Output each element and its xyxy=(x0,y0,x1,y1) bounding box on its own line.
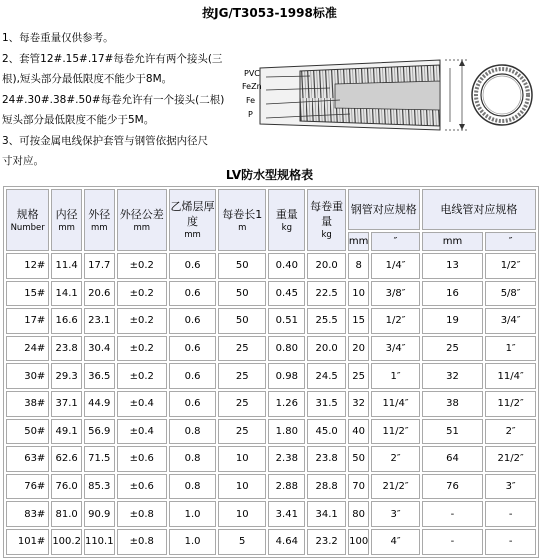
cell-steel-inch: 2″ xyxy=(371,446,419,472)
table-row xyxy=(6,529,536,555)
cell-roll-length: 25 xyxy=(218,419,266,445)
cell-weight: 2.88 xyxy=(268,474,305,500)
cell-conduit-mm: 19 xyxy=(422,308,484,334)
cell-outer-diameter: 23.1 xyxy=(84,308,115,334)
cell-conduit-mm: 32 xyxy=(422,363,484,389)
cell-roll-length: 50 xyxy=(218,308,266,334)
cell-spec: 15# xyxy=(6,281,49,307)
cell-roll-weight: 34.1 xyxy=(307,501,346,527)
header-weight: 重量 kg xyxy=(268,189,305,251)
cell-steel-mm: 10 xyxy=(348,281,369,307)
cell-steel-mm: 100 xyxy=(348,529,369,555)
cell-conduit-mm: - xyxy=(422,501,484,527)
cell-inner-diameter: 29.3 xyxy=(51,363,82,389)
cell-weight: 0.40 xyxy=(268,253,305,279)
cell-roll-length: 5 xyxy=(218,529,266,555)
table-row xyxy=(6,474,536,500)
cell-roll-weight: 45.0 xyxy=(307,419,346,445)
cell-outer-diameter: 56.9 xyxy=(84,419,115,445)
inner-tube-shape xyxy=(335,81,440,110)
note-line: 2、套管12#.15#.17#每卷允许有两个接头(三 xyxy=(2,52,223,65)
cell-tolerance: ±0.6 xyxy=(117,474,167,500)
cell-spec: 83# xyxy=(6,501,49,527)
header-spec: 规格 Number xyxy=(6,189,49,251)
spec-table-body xyxy=(6,253,536,555)
table-row xyxy=(6,308,536,334)
cell-conduit-mm: 76 xyxy=(422,474,484,500)
header-steel-pipe: 钢管对应规格 xyxy=(348,189,420,230)
cell-conduit-inch: 11/2″ xyxy=(485,391,536,417)
cell-conduit-inch: 3/4″ xyxy=(485,308,536,334)
cell-roll-length: 50 xyxy=(218,281,266,307)
cell-inner-diameter: 14.1 xyxy=(51,281,82,307)
cell-conduit-mm: 25 xyxy=(422,336,484,362)
cell-outer-diameter: 85.3 xyxy=(84,474,115,500)
cell-roll-length: 25 xyxy=(218,363,266,389)
cell-steel-mm: 80 xyxy=(348,501,369,527)
spec-table xyxy=(3,186,539,558)
header-tolerance: 外径公差 mm xyxy=(117,189,167,251)
cell-inner-diameter: 16.6 xyxy=(51,308,82,334)
cell-tolerance: ±0.4 xyxy=(117,391,167,417)
cell-pe-thickness: 0.6 xyxy=(169,281,216,307)
cell-outer-diameter: 110.1 xyxy=(84,529,115,555)
cell-steel-inch: 1/4″ xyxy=(371,253,419,279)
cell-roll-weight: 20.0 xyxy=(307,253,346,279)
cell-steel-inch: 4″ xyxy=(371,529,419,555)
label-pvc: PVC xyxy=(244,69,260,78)
cell-spec: 12# xyxy=(6,253,49,279)
cell-tolerance: ±0.8 xyxy=(117,501,167,527)
table-row xyxy=(6,281,536,307)
cell-tolerance: ±0.2 xyxy=(117,363,167,389)
cross-section-shape xyxy=(472,65,532,125)
header-roll-weight: 每卷重量 kg xyxy=(307,189,346,251)
header-pe-thickness: 乙烯层厚度 mm xyxy=(169,189,216,251)
cell-steel-mm: 32 xyxy=(348,391,369,417)
cell-steel-inch: 3/4″ xyxy=(371,336,419,362)
cell-inner-diameter: 49.1 xyxy=(51,419,82,445)
cell-weight: 0.51 xyxy=(268,308,305,334)
cell-weight: 0.45 xyxy=(268,281,305,307)
cell-steel-inch: 1″ xyxy=(371,363,419,389)
cell-conduit-inch: 21/2″ xyxy=(485,446,536,472)
cell-steel-mm: 40 xyxy=(348,419,369,445)
cell-conduit-mm: 64 xyxy=(422,446,484,472)
conduit-structure-diagram xyxy=(240,38,536,148)
header-inner-diameter: 内径 mm xyxy=(51,189,82,251)
cell-steel-inch: 3″ xyxy=(371,501,419,527)
cell-pe-thickness: 0.6 xyxy=(169,308,216,334)
cell-steel-mm: 20 xyxy=(348,336,369,362)
label-fezn: FeZn xyxy=(242,82,262,91)
cell-steel-inch: 11/4″ xyxy=(371,391,419,417)
cell-outer-diameter: 17.7 xyxy=(84,253,115,279)
cell-pe-thickness: 0.6 xyxy=(169,391,216,417)
cell-conduit-inch: - xyxy=(485,501,536,527)
label-p: P xyxy=(248,110,253,119)
page-title: 按JG/T3053-1998标准 xyxy=(202,6,337,20)
cell-outer-diameter: 44.9 xyxy=(84,391,115,417)
cell-pe-thickness: 0.8 xyxy=(169,419,216,445)
cell-steel-mm: 25 xyxy=(348,363,369,389)
cell-roll-weight: 23.8 xyxy=(307,446,346,472)
cell-outer-diameter: 71.5 xyxy=(84,446,115,472)
cell-steel-mm: 15 xyxy=(348,308,369,334)
note-line: 寸对应。 xyxy=(2,155,44,167)
cell-roll-weight: 28.8 xyxy=(307,474,346,500)
cell-conduit-inch: - xyxy=(485,529,536,555)
cell-weight: 1.80 xyxy=(268,419,305,445)
cell-spec: 101# xyxy=(6,529,49,555)
cell-tolerance: ±0.8 xyxy=(117,529,167,555)
cell-conduit-inch: 2″ xyxy=(485,419,536,445)
header-steel-inch: ″ xyxy=(371,232,419,251)
cell-roll-length: 10 xyxy=(218,446,266,472)
cell-inner-diameter: 100.2 xyxy=(51,529,82,555)
cell-spec: 24# xyxy=(6,336,49,362)
cell-steel-inch: 11/2″ xyxy=(371,419,419,445)
cell-inner-diameter: 62.6 xyxy=(51,446,82,472)
header-steel-mm: mm xyxy=(348,232,369,251)
table-row xyxy=(6,363,536,389)
cell-tolerance: ±0.6 xyxy=(117,446,167,472)
header-roll-length: 每卷长1 m xyxy=(218,189,266,251)
note-line: 3、可按金属电线保护套管与钢管依据内径尺 xyxy=(2,134,209,147)
cell-steel-mm: 50 xyxy=(348,446,369,472)
table-row xyxy=(6,501,536,527)
cell-pe-thickness: 1.0 xyxy=(169,529,216,555)
cell-conduit-inch: 5/8″ xyxy=(485,281,536,307)
cell-roll-length: 10 xyxy=(218,501,266,527)
cell-inner-diameter: 23.8 xyxy=(51,336,82,362)
cell-conduit-mm: 16 xyxy=(422,281,484,307)
cell-spec: 17# xyxy=(6,308,49,334)
table-row xyxy=(6,446,536,472)
cell-roll-weight: 20.0 xyxy=(307,336,346,362)
cell-roll-length: 10 xyxy=(218,474,266,500)
cell-steel-mm: 8 xyxy=(348,253,369,279)
table-row xyxy=(6,336,536,362)
cell-conduit-inch: 11/4″ xyxy=(485,363,536,389)
cell-weight: 2.38 xyxy=(268,446,305,472)
cell-spec: 76# xyxy=(6,474,49,500)
cell-weight: 3.41 xyxy=(268,501,305,527)
cell-roll-weight: 25.5 xyxy=(307,308,346,334)
cell-pe-thickness: 1.0 xyxy=(169,501,216,527)
note-line: 24#.30#.38#.50#每卷允许有一个接头(二根) xyxy=(2,93,225,106)
cell-conduit-inch: 3″ xyxy=(485,474,536,500)
cell-steel-inch: 3/8″ xyxy=(371,281,419,307)
cell-outer-diameter: 36.5 xyxy=(84,363,115,389)
cell-inner-diameter: 37.1 xyxy=(51,391,82,417)
cell-weight: 1.26 xyxy=(268,391,305,417)
cell-conduit-inch: 1″ xyxy=(485,336,536,362)
cell-pe-thickness: 0.8 xyxy=(169,474,216,500)
cell-conduit-mm: 51 xyxy=(422,419,484,445)
cell-outer-diameter: 30.4 xyxy=(84,336,115,362)
note-line: 根),短头部分最低限度不能少于8M。 xyxy=(2,73,173,85)
cell-steel-mm: 70 xyxy=(348,474,369,500)
cell-steel-inch: 21/2″ xyxy=(371,474,419,500)
cell-spec: 38# xyxy=(6,391,49,417)
cell-roll-weight: 22.5 xyxy=(307,281,346,307)
cell-conduit-mm: - xyxy=(422,529,484,555)
table-title: LV防水型规格表 xyxy=(225,168,314,182)
table-row xyxy=(6,419,536,445)
cell-steel-inch: 1/2″ xyxy=(371,308,419,334)
cell-weight: 0.98 xyxy=(268,363,305,389)
cell-tolerance: ±0.2 xyxy=(117,336,167,362)
cell-conduit-mm: 38 xyxy=(422,391,484,417)
cell-pe-thickness: 0.8 xyxy=(169,446,216,472)
header-conduit-mm: mm xyxy=(422,232,484,251)
cell-pe-thickness: 0.6 xyxy=(169,336,216,362)
cell-roll-weight: 31.5 xyxy=(307,391,346,417)
cell-spec: 63# xyxy=(6,446,49,472)
cell-spec: 30# xyxy=(6,363,49,389)
cell-pe-thickness: 0.6 xyxy=(169,253,216,279)
cell-inner-diameter: 11.4 xyxy=(51,253,82,279)
cell-tolerance: ±0.4 xyxy=(117,419,167,445)
header-conduit: 电线管对应规格 xyxy=(422,189,536,230)
header-outer-diameter: 外径 mm xyxy=(84,189,115,251)
cell-tolerance: ±0.2 xyxy=(117,281,167,307)
table-row xyxy=(6,253,536,279)
cell-conduit-mm: 13 xyxy=(422,253,484,279)
cell-tolerance: ±0.2 xyxy=(117,253,167,279)
cell-inner-diameter: 81.0 xyxy=(51,501,82,527)
note-line: 1、每卷重量仅供参考。 xyxy=(2,32,114,44)
cell-spec: 50# xyxy=(6,419,49,445)
cell-roll-length: 50 xyxy=(218,253,266,279)
cell-tolerance: ±0.2 xyxy=(117,308,167,334)
header-conduit-inch: ″ xyxy=(485,232,536,251)
cell-roll-weight: 23.2 xyxy=(307,529,346,555)
notes-block xyxy=(2,28,242,172)
cell-outer-diameter: 90.9 xyxy=(84,501,115,527)
cell-roll-weight: 24.5 xyxy=(307,363,346,389)
cell-outer-diameter: 20.6 xyxy=(84,281,115,307)
cell-weight: 0.80 xyxy=(268,336,305,362)
cell-pe-thickness: 0.6 xyxy=(169,363,216,389)
cell-roll-length: 25 xyxy=(218,336,266,362)
cell-conduit-inch: 1/2″ xyxy=(485,253,536,279)
cell-weight: 4.64 xyxy=(268,529,305,555)
note-line: 短头部分最低限度不能少于5M。 xyxy=(2,114,155,126)
table-row xyxy=(6,391,536,417)
label-fe: Fe xyxy=(246,96,256,105)
cell-inner-diameter: 76.0 xyxy=(51,474,82,500)
cell-roll-length: 25 xyxy=(218,391,266,417)
